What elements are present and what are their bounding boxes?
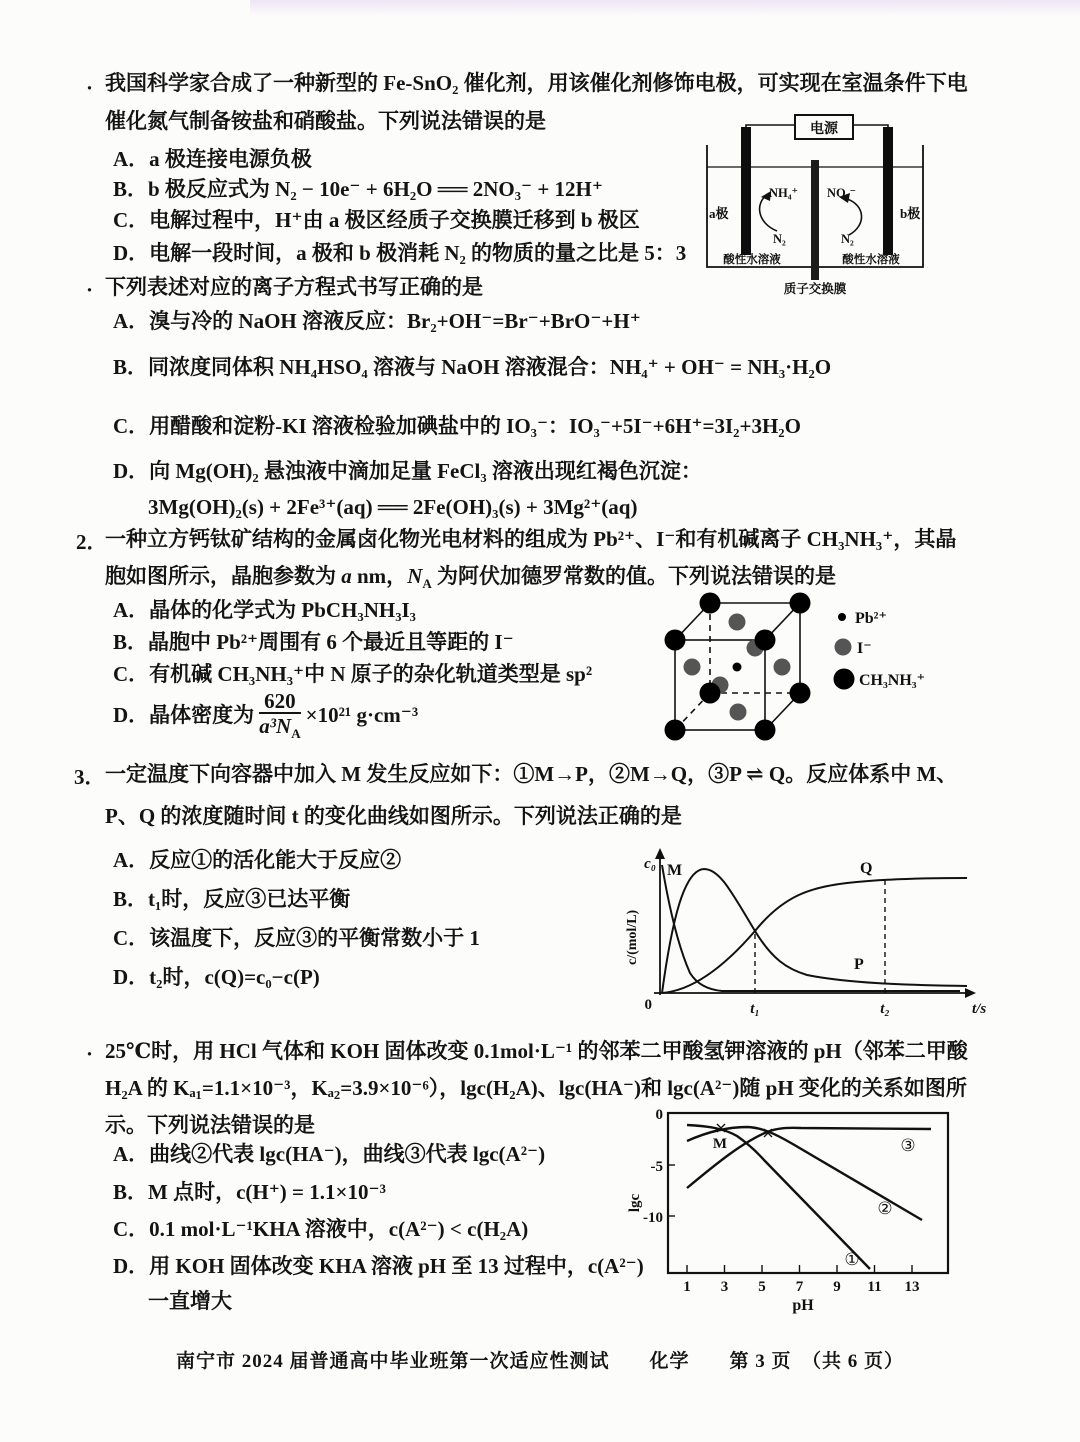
q2-number: ·	[86, 278, 94, 302]
q4-option-a: A．反应①的活化能大于反应②	[113, 848, 402, 872]
t2-label: t₂	[880, 1001, 890, 1017]
q1-option-c: C．电解过程中，H⁺由 a 极区经质子交换膜迁移到 b 极区	[113, 208, 640, 232]
fraction-numerator: 620	[259, 690, 301, 714]
nh4-label: NH₄⁺	[769, 186, 799, 200]
xtick-1: 1	[683, 1279, 691, 1295]
legend-i-icon	[835, 639, 852, 656]
q3-stem2-var-a: a	[341, 564, 352, 588]
q5-option-a: A．曲线②代表 lgc(HA⁻)，曲线③代表 lgc(A²⁻)	[113, 1142, 546, 1166]
xtick-11: 11	[867, 1279, 882, 1295]
q1-option-b: B．b 极反应式为 N₂ − 10e⁻ + 6H₂O ══ 2NO₃⁻ + 12H⁺	[113, 177, 603, 201]
q5-stem-line1: 25℃时，用 HCl 气体和 KOH 固体改变 0.1mol·L⁻¹ 的邻苯二甲酸氢钾溶液的 pH（邻苯二甲酸	[105, 1039, 968, 1063]
y-axis-label: c/(mol/L)	[625, 909, 640, 965]
curve-2-label: ②	[877, 1199, 893, 1218]
q3-option-c: C．有机碱 CH₃NH₃⁺中 N 原子的杂化轨道类型是 sp²	[113, 662, 593, 686]
xtick-9: 9	[833, 1279, 841, 1295]
curve-p-label: P	[854, 956, 864, 973]
n2-left-label: N₂	[773, 232, 786, 246]
q5-stem-line3: 示。下列说法错误的是	[105, 1113, 315, 1137]
figure-lgc-ph-plot	[625, 1095, 1015, 1320]
q2-option-c: C．用醋酸和淀粉-KI 溶液检验加碘盐中的 IO₃⁻：IO₃⁻+5I⁻+6H⁺=3I₂+3H₂O	[113, 414, 801, 438]
q3-optd-prefix: D．晶体密度为	[113, 703, 255, 728]
ytick-neg10: -10	[643, 1210, 663, 1226]
legend-pb-label: Pb²⁺	[855, 610, 887, 627]
legend-i-label: I⁻	[857, 640, 872, 657]
q5-stem-line2: H₂A 的 Kₐ₁=1.1×10⁻³，Kₐ₂=3.9×10⁻⁶），lgc(H₂A)、lgc(HA⁻)和 lgc(A²⁻)随 pH 变化的关系如图所	[105, 1076, 967, 1100]
ytick-neg5: -5	[650, 1159, 663, 1175]
q5-option-d-line2: 一直增大	[148, 1289, 232, 1313]
q1-option-d: D．电解一段时间，a 极和 b 极消耗 N₂ 的物质的量之比是 5：3	[113, 241, 687, 265]
q2-option-a: A．溴与冷的 NaOH 溶液反应：Br₂+OH⁻=Br⁻+BrO⁻+H⁺	[113, 309, 641, 333]
solution-right-label: 酸性水溶液	[842, 254, 900, 266]
x-axis-label: t/s	[972, 1001, 987, 1017]
q5-option-b: B．M 点时，c(H⁺) = 1.1×10⁻³	[113, 1180, 386, 1204]
scan-artifact	[250, 0, 1080, 16]
right-reaction-arrow	[847, 199, 862, 235]
membrane-bar	[811, 160, 819, 280]
figure-concentration-time-plot	[622, 845, 992, 1020]
q3-stem2-var-n: N	[407, 564, 423, 588]
curve-1-label: ①	[844, 1250, 860, 1269]
no3-label: NO₃⁻	[827, 186, 857, 200]
xtick-3: 3	[720, 1279, 729, 1295]
q5-option-d: D．用 KOH 固体改变 KHA 溶液 pH 至 13 过程中，c(A²⁻)	[113, 1254, 644, 1278]
lead-center-atom	[733, 663, 742, 672]
c0-label: c₀	[644, 856, 656, 872]
y-axis-arrow-icon	[655, 848, 665, 859]
x-axis-label: pH	[792, 1297, 814, 1314]
q3-stem2-text1: 胞如图所示，晶胞参数为	[105, 564, 342, 588]
q1-stem-line2: 催化氮气制备铵盐和硝酸盐。下列说法错误的是	[105, 109, 546, 133]
q4-option-c: C．该温度下，反应③的平衡常数小于 1	[113, 926, 480, 950]
y-axis-label: lgc	[627, 1193, 643, 1213]
t1-label: t₁	[750, 1001, 760, 1017]
figure-electrolysis-cell	[695, 105, 935, 295]
xtick-5: 5	[758, 1279, 766, 1295]
legend-ch3nh3-label: CH₃NH₃⁺	[859, 672, 926, 689]
n2-right-label: N₂	[841, 232, 854, 246]
x-axis-arrow-icon	[965, 988, 976, 998]
axis-ticks	[668, 1165, 912, 1273]
q2-option-d-equation: 3Mg(OH)₂(s) + 2Fe³⁺(aq) ══ 2Fe(OH)₃(s) + 3Mg²⁺(aq)	[148, 495, 638, 519]
electrode-b-label: b极	[900, 206, 921, 221]
power-supply-label: 电源	[810, 122, 838, 137]
curve-3-label: ③	[900, 1136, 916, 1155]
curve-m-label: M	[667, 862, 683, 879]
ytick-0: 0	[655, 1107, 663, 1123]
q3-stem2-text2: nm，	[351, 564, 408, 588]
q1-option-a: A．a 极连接电源负极	[113, 147, 312, 171]
legend-ch3nh3-icon	[834, 669, 855, 690]
q3-stem2-text3: 为阿伏加德罗常数的值。下列说法错误的是	[431, 564, 837, 588]
point-m-label: M	[712, 1136, 728, 1152]
q5-option-c: C．0.1 mol·L⁻¹KHA 溶液中，c(A²⁻) < c(H₂A)	[113, 1217, 529, 1241]
figure-unit-cell	[650, 585, 950, 745]
q4-stem-line2: P、Q 的浓度随时间 t 的变化曲线如图所示。下列说法正确的是	[105, 804, 682, 828]
q3-option-b: B．晶胞中 Pb²⁺周围有 6 个最近且等距的 I⁻	[113, 630, 514, 654]
q4-option-d: D．t₂时，c(Q)=c₀−c(P)	[113, 965, 320, 989]
page-footer: 南宁市 2024 届普通高中毕业班第一次适应性测试 化学 第 3 页 （共 6 页）	[175, 1351, 904, 1372]
q1-number: ·	[86, 76, 94, 100]
q3-number: 2．	[76, 530, 108, 554]
density-fraction	[259, 690, 301, 741]
q1-stem-line1: 我国科学家合成了一种新型的 Fe-SnO₂ 催化剂，用该催化剂修饰电极，可实现在室温条件下电	[105, 71, 968, 95]
q3-optd-suffix: ×10²¹ g·cm⁻³	[305, 703, 419, 728]
q3-option-d	[113, 690, 418, 741]
legend-pb-icon	[838, 613, 846, 621]
electrode-b-bar	[883, 127, 893, 255]
fraction-denominator	[259, 714, 301, 741]
q3-stem2-sub-a: A	[422, 575, 432, 591]
curve-m	[662, 865, 960, 991]
q5-number: ·	[86, 1042, 94, 1066]
electrode-a-label: a极	[709, 206, 729, 221]
q3-stem-line1: 一种立方钙钛矿结构的金属卤化物光电材料的组成为 Pb²⁺、I⁻和有机碱离子 CH₃NH₃⁺，其晶	[105, 527, 957, 551]
left-reaction-arrow	[760, 195, 777, 231]
q3-option-a: A．晶体的化学式为 PbCH₃NH₃I₃	[113, 598, 416, 622]
origin-label: 0	[644, 997, 652, 1013]
solution-left-label: 酸性水溶液	[723, 254, 781, 266]
q2-option-b: B．同浓度同体积 NH₄HSO₄ 溶液与 NaOH 溶液混合：NH₄⁺ + OH⁻ = NH₃·H₂O	[113, 355, 832, 379]
curve-q-label: Q	[860, 860, 873, 877]
fraction-den-main: a³N	[259, 714, 292, 739]
q2-stem: 下列表述对应的离子方程式书写正确的是	[105, 275, 483, 299]
q2-option-d: D．向 Mg(OH)₂ 悬浊液中滴加足量 FeCl₃ 溶液出现红褐色沉淀：	[113, 459, 702, 483]
q4-option-b: B．t₁时，反应③已达平衡	[113, 887, 351, 911]
fraction-den-sub: A	[291, 725, 301, 741]
q4-number: 3．	[74, 765, 106, 789]
membrane-label: 质子交换膜	[783, 282, 847, 296]
q4-stem-line1: 一定温度下向容器中加入 M 发生反应如下：①M→P，②M→Q，③P ⇌ Q。反应体系中 M、	[105, 762, 958, 786]
xtick-7: 7	[795, 1279, 804, 1295]
xtick-13: 13	[904, 1279, 920, 1295]
electrode-a-bar	[741, 127, 751, 255]
